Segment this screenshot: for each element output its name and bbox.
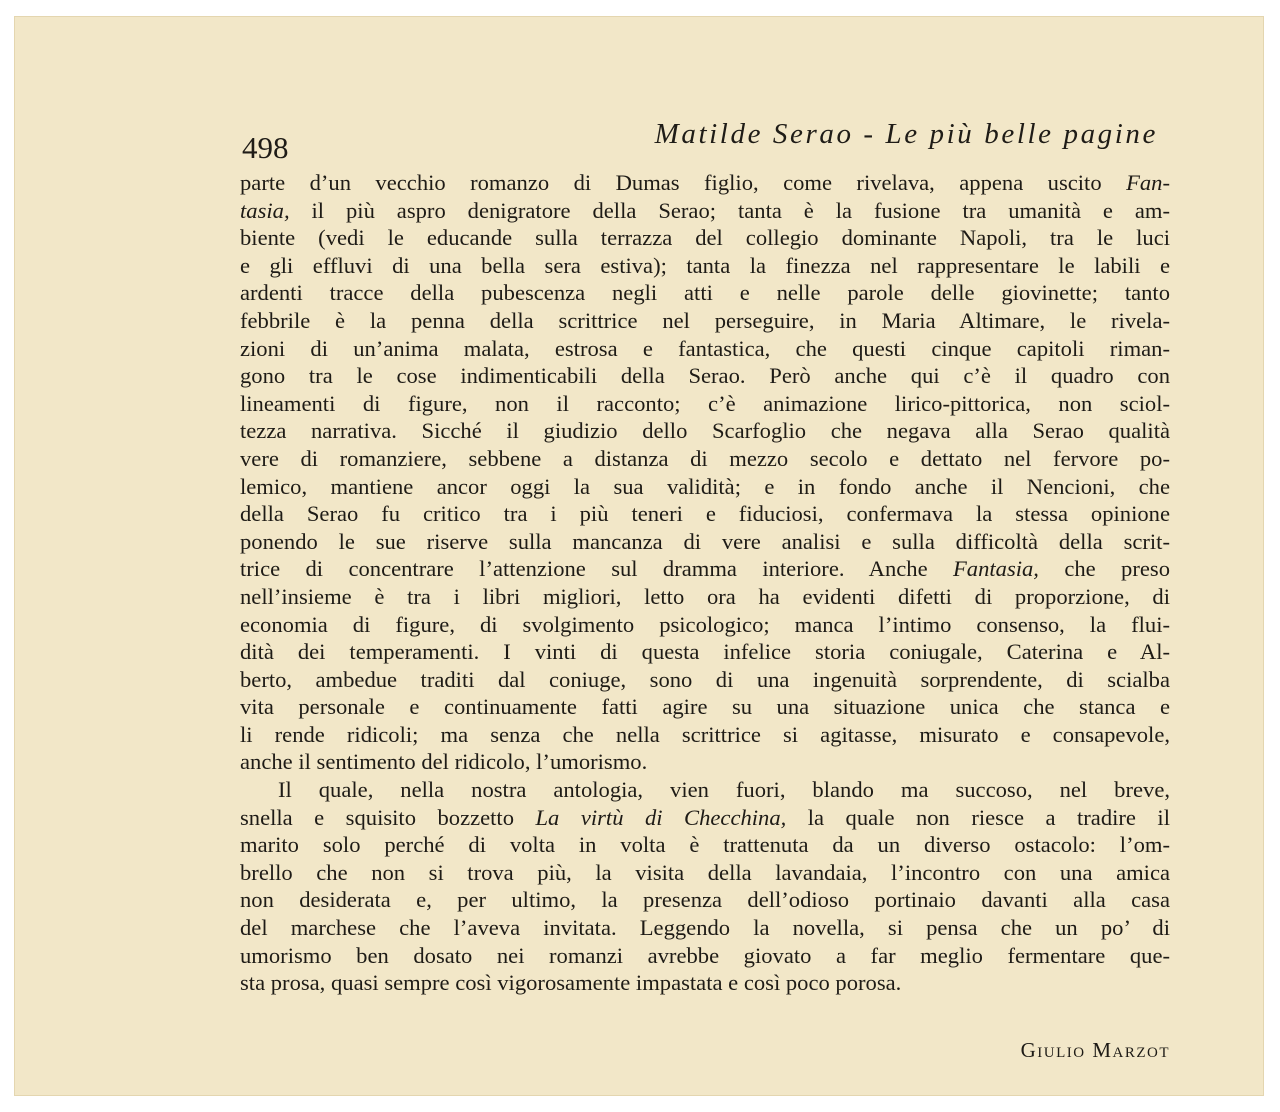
- text-line: sta prosa, quasi sempre così vigorosamente impastata e così poco porosa.: [240, 970, 902, 996]
- text-line: vere di romanziere, sebbene a distanza di mezzo secolo e dettato nel fervore po-: [240, 445, 1170, 471]
- text-line: non desiderata e, per ultimo, la presenza dell’odioso portinaio davanti alla casa: [240, 887, 1170, 913]
- text-line: umorismo ben dosato nei romanzi avrebbe giovato a far meglio fermentare que-: [240, 942, 1170, 968]
- text-line: ardenti tracce della pubescenza negli atti e nelle parole delle giovinette; tanto: [240, 280, 1170, 306]
- text-line: anche il sentimento del ridicolo, l’umorismo.: [240, 749, 648, 775]
- page-header: [242, 118, 1158, 168]
- text-line: snella e squisito bozzetto La virtù di Checchina, la quale non riesce a tradire il: [240, 804, 1170, 830]
- body-text: [240, 169, 1170, 997]
- text-line: Il quale, nella nostra antologia, vien fuori, blando ma succoso, nel breve,: [278, 777, 1170, 803]
- author-signature: Giulio Marzot: [1020, 1038, 1170, 1062]
- running-head: Matilde Serao - Le più belle pagine: [654, 118, 1158, 150]
- text-line: dità dei temperamenti. I vinti di questa infelice storia coniugale, Caterina e Al-: [240, 639, 1170, 665]
- page-number: 498: [242, 130, 289, 165]
- text-line: lineamenti di figure, non il racconto; c’è animazione lirico-pittorica, non sciol-: [240, 390, 1170, 416]
- text-line: tezza narrativa. Sicché il giudizio dello Scarfoglio che negava alla Serao qualità: [240, 418, 1170, 444]
- text-line: e gli effluvi di una bella sera estiva); tanta la finezza nel rappresentare le labili e: [240, 252, 1170, 278]
- text-line: parte d’un vecchio romanzo di Dumas figlio, come rivelava, appena uscito Fan-: [240, 170, 1170, 195]
- text-line: nell’insieme è tra i libri migliori, letto ora ha evidenti difetti di proporzione, di: [240, 583, 1170, 609]
- text-line: marito solo perché di volta in volta è trattenuta da un diverso ostacolo: l’om-: [240, 832, 1170, 858]
- text-line: vita personale e continuamente fatti agire su una situazione unica che stanca e: [240, 694, 1170, 720]
- text-line: tasia, il più aspro denigratore della Serao; tanta è la fusione tra umanità e am-: [240, 197, 1170, 223]
- text-line: brello che non si trova più, la visita della lavandaia, l’incontro con una amica: [240, 859, 1170, 885]
- text-line: li rende ridicoli; ma senza che nella scrittrice si agitasse, misurato e consapevole,: [240, 721, 1170, 747]
- text-line: berto, ambedue traditi dal coniuge, sono di una ingenuità sorprendente, di scialba: [240, 666, 1170, 692]
- paragraph-2: [240, 776, 1170, 997]
- text-line: della Serao fu critico tra i più teneri e fiduciosi, confermava la stessa opinione: [240, 501, 1170, 527]
- text-line: del marchese che l’aveva invitata. Leggendo la novella, si pensa che un po’ di: [240, 915, 1170, 941]
- text-line: biente (vedi le educande sulla terrazza del collegio dominante Napoli, tra le luci: [240, 225, 1170, 251]
- text-line: lemico, mantiene ancor oggi la sua validità; e in fondo anche il Nencioni, che: [240, 473, 1170, 499]
- text-line: gono tra le cose indimenticabili della Serao. Però anche qui c’è il quadro con: [240, 363, 1170, 389]
- text-line: trice di concentrare l’attenzione sul dramma interiore. Anche Fantasia, che preso: [240, 556, 1170, 582]
- paragraph-1: [240, 169, 1170, 776]
- text-line: ponendo le sue riserve sulla mancanza di vere analisi e sulla difficoltà della scrit-: [240, 528, 1170, 554]
- text-line: economia di figure, di svolgimento psicologico; manca l’intimo consenso, la flui-: [240, 611, 1170, 637]
- text-line: febbrile è la penna della scrittrice nel perseguire, in Maria Altimare, le rivela-: [240, 307, 1170, 333]
- text-line: zioni di un’anima malata, estrosa e fantastica, che questi cinque capitoli riman-: [240, 335, 1170, 361]
